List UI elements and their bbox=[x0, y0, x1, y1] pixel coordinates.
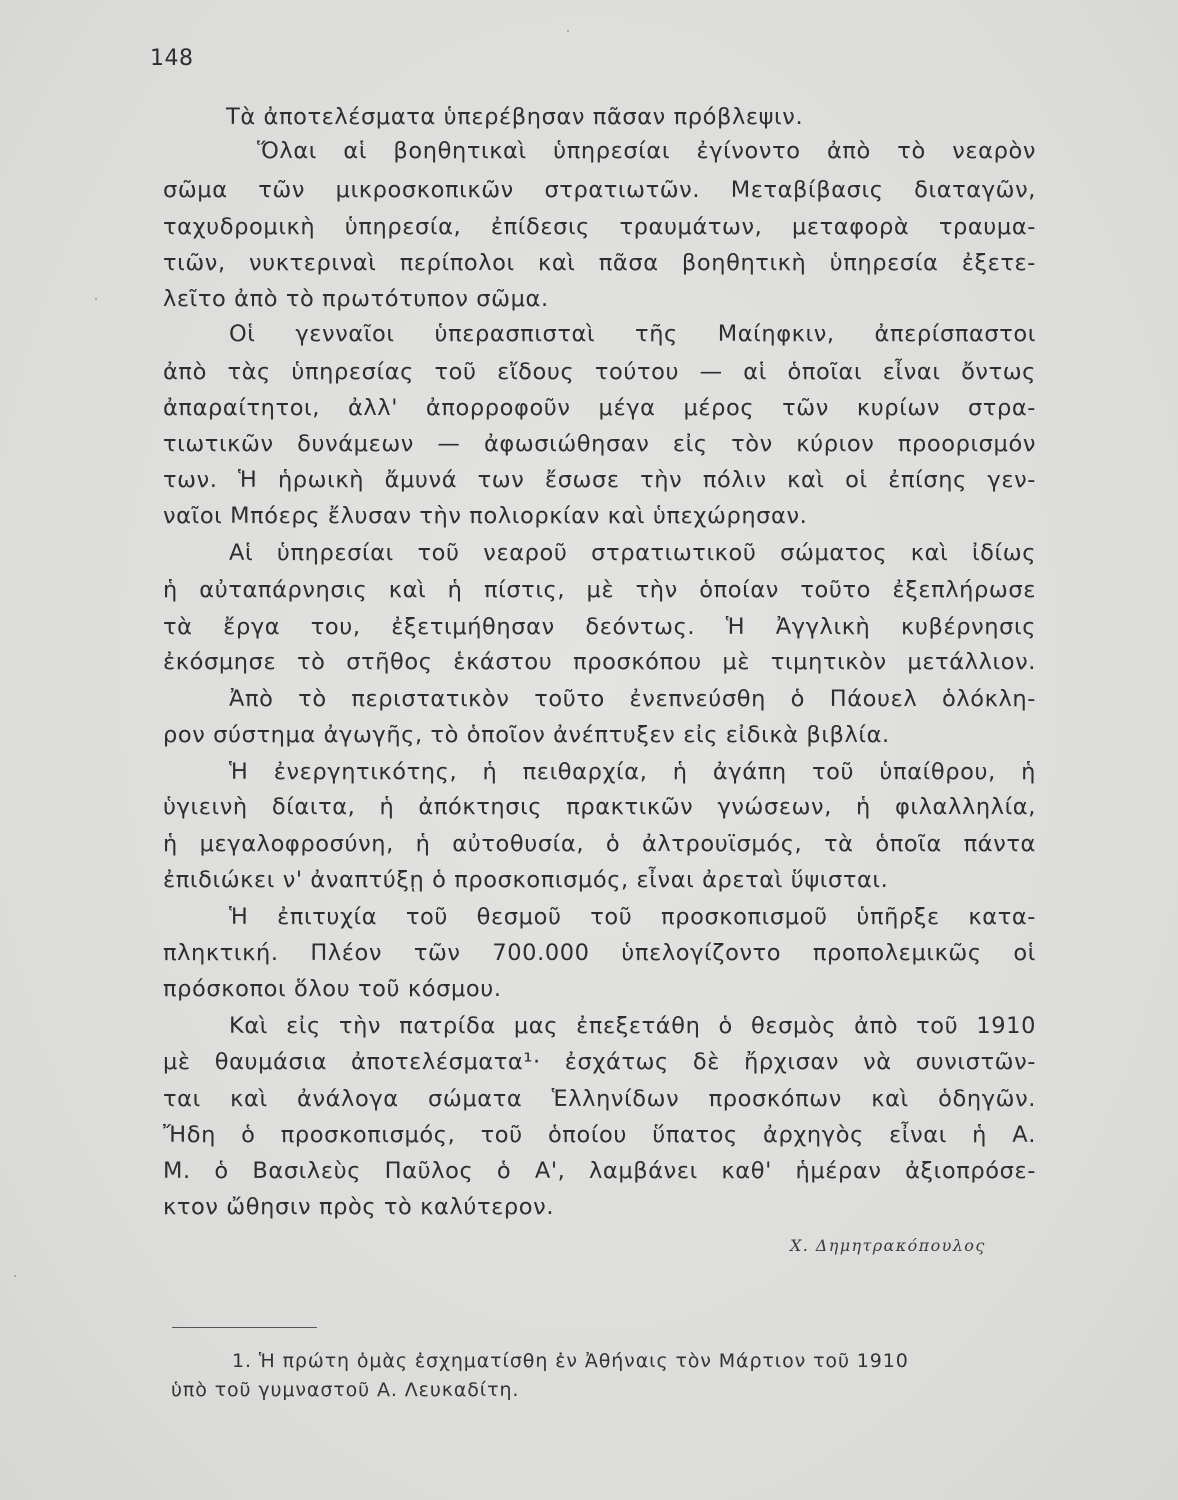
text-line: των. Ἡ ἡρωικὴ ἄμυνά των ἔσωσε τὴν πόλιν καὶ οἱ ἐπίσης γεν- bbox=[163, 467, 1036, 493]
text-line: ται καὶ ἀνάλογα σώματα Ἑλληνίδων προσκόπων καὶ ὁδηγῶν. bbox=[163, 1086, 1036, 1112]
paper-speck bbox=[14, 1275, 16, 1277]
text-line: Καὶ εἰς τὴν πατρίδα μας ἐπεξετάθη ὁ θεσμὸς ἀπὸ τοῦ 1910 bbox=[229, 1013, 1036, 1039]
footnote-line: 1. Ἡ πρώτη ὁμὰς ἐσχηματίσθη ἐν Ἀθήναις τὸν Μάρτιον τοῦ 1910 bbox=[232, 1350, 909, 1372]
footnote-line: ὑπὸ τοῦ γυμναστοῦ Α. Λευκαδίτη. bbox=[171, 1379, 520, 1401]
text-line: ἡ μεγαλοφροσύνη, ἡ αὐτοθυσία, ὁ ἀλτρουϊσμός, τὰ ὁποῖα πάντα bbox=[163, 831, 1036, 857]
text-line: ναῖοι Μπόερς ἔλυσαν τὴν πολιορκίαν καὶ ὑπεχώρησαν. bbox=[163, 503, 808, 529]
text-line: τιῶν, νυκτεριναὶ περίπολοι καὶ πᾶσα βοηθητικὴ ὑπηρεσία ἐξετε- bbox=[163, 250, 1036, 276]
text-line: Ὅλαι αἱ βοηθητικαὶ ὑπηρεσίαι ἐγίνοντο ἀπὸ τὸ νεαρὸν bbox=[257, 138, 1036, 164]
text-line: τιωτικῶν δυνάμεων — ἀφωσιώθησαν εἰς τὸν κύριον προορισμόν bbox=[163, 431, 1036, 457]
text-line: κτον ὤθησιν πρὸς τὸ καλύτερον. bbox=[163, 1194, 555, 1220]
text-line: σῶμα τῶν μικροσκοπικῶν στρατιωτῶν. Μεταβίβασις διαταγῶν, bbox=[163, 177, 1036, 203]
text-line: Ἡ ἐνεργητικότης, ἡ πειθαρχία, ἡ ἀγάπη τοῦ ὑπαίθρου, ἡ bbox=[229, 759, 1036, 785]
text-line: ρον σύστημα ἀγωγῆς, τὸ ὁποῖον ἀνέπτυξεν εἰς εἰδικὰ βιβλία. bbox=[163, 722, 890, 748]
text-line: τὰ ἔργα του, ἐξετιμήθησαν δεόντως. Ἡ Ἀγγλικὴ κυβέρνησις bbox=[163, 614, 1036, 640]
text-line: Οἱ γενναῖοι ὑπερασπισταὶ τῆς Μαίηφκιν, ἀπερίσπαστοι bbox=[229, 321, 1036, 347]
text-line: ἀπὸ τὰς ὑπηρεσίας τοῦ εἴδους τούτου — αἱ ὁποῖαι εἶναι ὄντως bbox=[163, 359, 1036, 385]
text-line: Ἡ ἐπιτυχία τοῦ θεσμοῦ τοῦ προσκοπισμοῦ ὑπῆρξε κατα- bbox=[229, 904, 1036, 930]
text-line: μὲ θαυμάσια ἀποτελέσματα¹· ἐσχάτως δὲ ἤρχισαν νὰ συνιστῶν- bbox=[163, 1049, 1036, 1075]
paper-speck bbox=[95, 298, 97, 300]
author-signature: Χ. Δημητρακόπουλος bbox=[790, 1236, 986, 1255]
text-line: ἐπιδιώκει ν' ἀναπτύξῃ ὁ προσκοπισμός, εἶναι ἀρεταὶ ὕψισται. bbox=[163, 867, 889, 893]
page-number: 148 bbox=[150, 46, 194, 71]
text-line: ἡ αὐταπάρνησις καὶ ἡ πίστις, μὲ τὴν ὁποίαν τοῦτο ἐξεπλήρωσε bbox=[163, 577, 1036, 603]
text-line: πρόσκοποι ὅλου τοῦ κόσμου. bbox=[163, 976, 502, 1002]
text-line: Αἱ ὑπηρεσίαι τοῦ νεαροῦ στρατιωτικοῦ σώματος καὶ ἰδίως bbox=[229, 540, 1036, 566]
paper-speck bbox=[567, 30, 569, 32]
text-line: ἀπαραίτητοι, ἀλλ' ἀπορροφοῦν μέγα μέρος τῶν κυρίων στρα- bbox=[163, 395, 1036, 421]
footnote-rule bbox=[172, 1327, 317, 1328]
text-line: Ἀπὸ τὸ περιστατικὸν τοῦτο ἐνεπνεύσθη ὁ Πάουελ ὁλόκλη- bbox=[229, 686, 1036, 712]
text-line: Μ. ὁ Βασιλεὺς Παῦλος ὁ Α', λαμβάνει καθ' ἡμέραν ἀξιοπρόσε- bbox=[163, 1158, 1036, 1184]
text-line: ὑγιεινὴ δίαιτα, ἡ ἀπόκτησις πρακτικῶν γνώσεων, ἡ φιλαλληλία, bbox=[163, 794, 1036, 820]
text-line: Τὰ ἀποτελέσματα ὑπερέβησαν πᾶσαν πρόβλεψιν. bbox=[226, 104, 804, 130]
text-line: πληκτική. Πλέον τῶν 700.000 ὑπελογίζοντο προπολεμικῶς οἱ bbox=[163, 940, 1036, 966]
text-line: Ἤδη ὁ προσκοπισμός, τοῦ ὁποίου ὕπατος ἀρχηγὸς εἶναι ἡ Α. bbox=[163, 1122, 1036, 1148]
text-line: λεῖτο ἀπὸ τὸ πρωτότυπον σῶμα. bbox=[163, 286, 549, 312]
text-line: ἐκόσμησε τὸ στῆθος ἑκάστου προσκόπου μὲ τιμητικὸν μετάλλιον. bbox=[163, 649, 1036, 675]
text-line: ταχυδρομικὴ ὑπηρεσία, ἐπίδεσις τραυμάτων, μεταφορὰ τραυμα- bbox=[163, 214, 1036, 240]
